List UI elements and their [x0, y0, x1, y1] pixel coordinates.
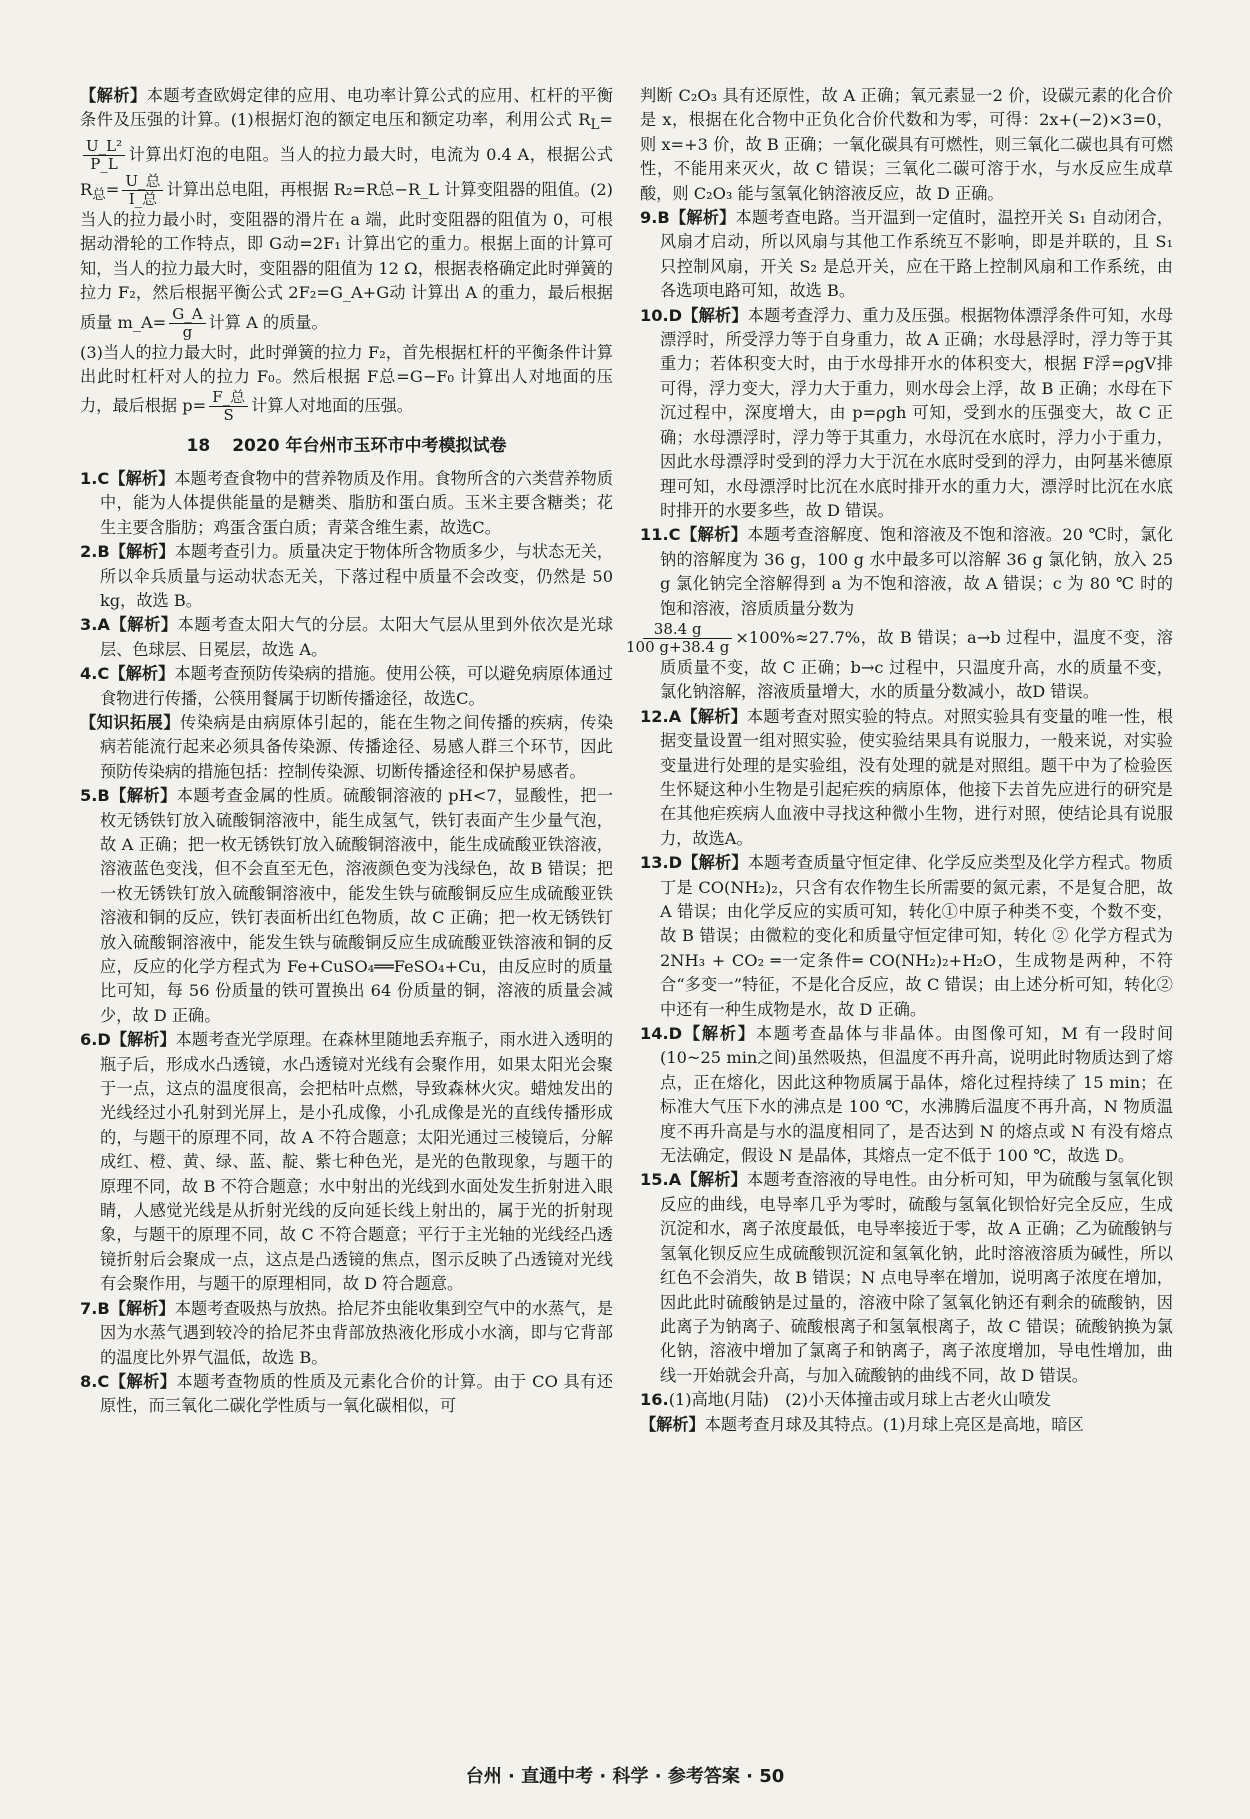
analysis-tag: 【解析】	[109, 786, 177, 806]
answer-item	[80, 467, 613, 540]
answer-item	[640, 851, 1173, 1022]
answer-item	[80, 662, 613, 711]
answer-number: 5.B	[80, 786, 110, 806]
answer-text: 本题考查质量守恒定律、化学反应类型及化学方程式。物质丁是 CO(NH₂)₂，只含有农作物生长所需要的氮元素，不是复合肥，故 A 错误；由化学反应的实质可知，转化①中原子种类不变，个数不变，故 B 错误；由微粒的变化和质量守恒定律可知，转化 ② 化学方程式为 2NH₃ + CO₂ ═一定条件═ CO(NH₂)₂+H₂O，生成物是两种，不符合“多变一”特征，不是化合反应，故 C 错误；由上述分析可知，转化②中还有一种生成物是水，故 D 正确。	[660, 853, 1173, 1019]
answer-item	[640, 206, 1173, 304]
answer-item	[640, 1168, 1173, 1388]
answer-item	[80, 613, 613, 662]
answer-number: 15.A	[640, 1170, 682, 1190]
answer-text: 本题考查金属的性质。硫酸铜溶液的 pH<7，显酸性，把一枚无锈铁钉放入硫酸铜溶液中，能生成氢气，铁钉表面产生少量气泡，故 A 正确；把一枚无锈铁钉放入硫酸铜溶液中，能生成硫酸亚铁溶液，溶液蓝色变浅，但不会直至无色，溶液颜色变为浅绿色，故 B 错误；把一枚无锈铁钉放入硫酸铜溶液中，能发生铁与硫酸铜反应生成硫酸亚铁溶液和铜的反应，铁钉表面析出红色物质，故 C 正确；把一枚无锈铁钉放入硫酸铜溶液中，能发生铁与硫酸铜反应生成硫酸亚铁溶液和铜的反应，反应的化学方程式为 Fe+CuSO₄══FeSO₄+Cu，由反应时的质量比可知，每 56 份质量的铁可置换出 64 份质量的铜，溶液的质量会减少，故 D 正确。	[100, 786, 613, 1025]
left-column	[80, 84, 613, 1419]
answer-number: 9.B	[640, 208, 670, 228]
answer-item	[640, 304, 1173, 524]
answer-number: 10.D	[640, 305, 683, 325]
analysis-tag: 【解析】	[682, 305, 748, 325]
intro-text-1: 本题考查欧姆定律的应用、电功率计算公式的应用、杠杆的平衡条件及压强的计算。(1)根据灯泡的额定电压和额定功率，利用公式 R	[80, 86, 613, 130]
answer-text: 本题考查光学原理。在森林里随地丢弃瓶子，雨水进入透明的瓶子后，形成水凸透镜，水凸透镜对光线有会聚作用，如果太阳光会聚于一点，这点的温度很高，会把枯叶点燃，导致森林火灾。蜡烛发出的光线经过小孔射到光屏上，是小孔成像，小孔成像是光的直线传播形成的，与题干的原理不同，故 A 不符合题意；太阳光通过三棱镜后，分解成红、橙、黄、绿、蓝、靛、紫七种色光，是光的色散现象，与题干的原理不同，故 B 不符合题意；水中射出的光线到水面处发生折射进入眼睛，人感觉光线是从折射光线的反向延长线上射出的，属于光的折射现象，与题干的原理不同，故 C 不符合题意；平行于主光轴的光线经凸透镜折射后会聚成一点，这点是凸透镜的焦点，图示反映了凸透镜对光线有会聚作用，与题干的原理相同，故 D 符合题意。	[100, 1030, 614, 1294]
answer-number: 13.D	[640, 853, 683, 873]
answer-text: 本题考查电路。当开温到一定值时，温控开关 S₁ 自动闭合，风扇才启动，所以风扇与其他工作系统互不影响，即是并联的，且 S₁ 只控制风扇，开关 S₂ 是总开关，应在干路上控制风扇和工作系统，由各选项电路可知，故选 B。	[660, 208, 1174, 301]
answer-text: 本题考查食物中的营养物质及作用。食物所含的六类营养物质中，能为人体提供能量的是糖类、脂肪和蛋白质。玉米主要含糖类；花生主要含脂肪；鸡蛋含蛋白质；青菜含维生素，故选C。	[100, 468, 614, 537]
analysis-tag: 【解析】	[109, 468, 175, 488]
answer-text: 本题考查物质的性质及元素化合价的计算。由于 CO 具有还原性，而三氧化二碳化学性质与一氧化碳相似，可	[100, 1371, 613, 1416]
answer-item	[80, 711, 613, 784]
answer-number: 11.C	[640, 525, 681, 545]
intro-paragraph	[80, 84, 613, 341]
intro-eq-1: =	[599, 110, 613, 130]
analysis-tag: 【解析】	[109, 1298, 175, 1318]
right-column	[626, 84, 1174, 1437]
section-title-text: 2020 年台州市玉环市中考模拟试卷	[232, 436, 507, 457]
intro-paragraph-3	[80, 341, 613, 425]
answer-number: 14.D	[640, 1024, 683, 1044]
fraction: $\frac{38.4 g}{100 g+38.4 g}$	[643, 621, 732, 656]
intro-text-2: 计算出灯泡的电阻。当人的拉力最大时，电流为 0.4 A，根据公式 R	[80, 145, 613, 200]
answer-text: 本题考查月球及其特点。(1)月球上亮区是高地，暗区	[704, 1414, 1084, 1434]
analysis-tag: 【解析】	[109, 542, 175, 562]
answer-text: 本题考查浮力、重力及压强。根据物体漂浮条件可知，水母漂浮时，所受浮力等于自身重力，故 A 正确；水母悬浮时，浮力等于其重力；若体积变大时，由于水母排开水的体积变大，根据 F浮=ρgV排 可得，浮力变大，浮力大于重力，则水母会上浮，故 B 正确；水母在下沉过程中，深度增大，由 p=ρgh 可知，受到水的压强变大，故 C 正确；水母漂浮时，浮力等于其重力，水母沉在水底时，浮力小于重力，因此水母漂浮时受到的浮力大于沉在水底时受到的浮力，由阿基米德原理可知，水母漂浮时比沉在水底时排开水的重力大，漂浮时比沉在水底时排开的水要多些，故 D 错误。	[660, 305, 1173, 520]
fraction-ul-pl: $\frac{\text{U\_L²}}{P\_L}$	[83, 138, 125, 173]
answer-item	[80, 1370, 613, 1419]
answer-text: 本题考查吸热与放热。拾尼芥虫能收集到空气中的水蒸气，是因为水蒸气遇到较冷的拾尼芥虫背部放热液化形成小水滴，即与它背部的温度比外界气温低，故选 B。	[100, 1298, 614, 1367]
section-number: 18	[186, 436, 211, 457]
analysis-tag: 【解析】	[110, 1030, 176, 1050]
fraction-u-i: $\frac{\text{U\_总}}{\text{I\_总}}$	[122, 173, 163, 208]
answer-number: 1.C	[80, 468, 110, 488]
answer-text: 本题考查引力。质量决定于物体所含物质多少，与状态无关，所以伞兵质量与运动状态无关，下落过程中质量不会改变，仍然是 50 kg，故选 B。	[100, 542, 614, 610]
answer-text: 本题考查预防传染病的措施。使用公筷，可以避免病原体通过食物进行传播，公筷用餐属于切断传播途径，故选C。	[100, 664, 614, 708]
analysis-tag: 【解析】	[680, 525, 748, 545]
answer-text: 本题考查溶解度、饱和溶液及不饱和溶液。20 ℃时，氯化钠的溶解度为 36 g，100 g 水中最多可以溶解 36 g 氯化钠，放入 25 g 氯化钠完全溶解得到 a 为不饱和溶液，故 A 错误；c 为 80 ℃ 时的饱和溶液，溶质质量分数为	[660, 525, 1174, 618]
answer-item	[80, 784, 613, 1028]
answer-item	[640, 705, 1173, 851]
analysis-tag: 【解析】	[669, 208, 736, 228]
analysis-tag: 【解析】	[682, 1024, 756, 1044]
answer-text: (1)高地(月陆) (2)小天体撞击或月球上古老火山喷发	[668, 1390, 1051, 1410]
analysis-tag: 【解析】	[109, 664, 175, 684]
answer-number: 8.C	[80, 1371, 110, 1391]
answer-item	[640, 523, 1173, 621]
fraction-f-s: $\frac{\text{F\_总}}{S}$	[209, 389, 248, 424]
intro-text-3: 计算出总电阻，再根据 R₂=R总−R_L 计算变阻器的阻值。(2)当人的拉力最小时，变阻器的滑片在 a 端，此时变阻器的阻值为 0，可根据动滑轮的工作特点，即 G动=2F₁ 计算出它的重力。根据上面的计算可知，当人的拉力最大时，变阻器的阻值为 12 Ω，根据表格确定此时弹簧的拉力 F₂，然后根据平衡公式 2F₂=G_A+G动 计算出 A 的重力，最后根据质量 m_A=	[80, 180, 613, 332]
fraction-ga-g: $\frac{G\_A}{g}$	[169, 306, 205, 341]
answer-item	[80, 1028, 613, 1296]
answer-item	[640, 1022, 1173, 1168]
answer-text: 本题考查太阳大气的分层。太阳大气层从里到外依次是光球层、色球层、日冕层，故选 A。	[100, 615, 614, 659]
intro-text-6: 计算人对地面的压强。	[251, 396, 413, 416]
answer-text: 本题考查对照实验的特点。对照实验具有变量的唯一性，根据变量设置一组对照实验，使实验结果具有说服力，一般来说，对实验变量进行处理的是实验组，没有处理的就是对照组。题干中为了检验医生怀疑这种小生物是引起疟疾的病原体，他接下去首先应进行的研究是在其他疟疾病人血液中寻找这种微小生物，进行对照，使结论具有说服力，故选A。	[660, 706, 1174, 848]
analysis-tag: 【解析】	[681, 1170, 747, 1190]
answer-item	[640, 1413, 1173, 1437]
analysis-tag: 【解析】	[109, 615, 178, 635]
intro-sub-1: L	[590, 117, 600, 134]
analysis-tag: 【解析】	[80, 86, 147, 105]
answer-item	[80, 540, 613, 613]
answer-number: 16.	[640, 1390, 669, 1410]
intro-text-4: 计算 A 的质量。	[208, 312, 328, 332]
left-answer-list	[80, 467, 613, 1419]
answer-text: 本题考查晶体与非晶体。由图像可知，M 有一段时间(10~25 min之间)虽然吸热，但温度不再升高，说明此时物质达到了熔点，正在熔化，因此这种物质属于晶体，熔化过程持续了 15 min；在标准大气压下水的沸点是 100 ℃，水沸腾后温度不再升高，N 物质温度不再升高是与水的温度相同了，是否达到 N 的熔点或 N 有没有熔点无法确定，假设 N 是晶体，其熔点一定不低于 100 ℃，故选 D。	[660, 1024, 1174, 1166]
page-footer: 台州 · 直通中考 · 科学 · 参考答案 · 50	[465, 1766, 785, 1787]
analysis-tag: 【解析】	[681, 706, 747, 726]
intro-eq-2: =	[105, 180, 120, 200]
intro-text-5: (3)当人的拉力最大时，此时弹簧的拉力 F₂，首先根据杠杆的平衡条件计算出此时杠杆对人的拉力 F₀。然后根据 F总=G−F₀ 计算出人对地面的压力，最后根据 p=	[80, 342, 613, 416]
answer-number: 3.A	[80, 615, 110, 635]
answer-number: 2.B	[80, 542, 110, 562]
answer-text: 本题考查溶液的导电性。由分析可知，甲为硫酸与氢氧化钡反应的曲线，电导率几乎为零时，硫酸与氢氧化钡恰好完全反应，生成沉淀和水，离子浓度最低，电导率接近于零，故 A 正确；乙为硫酸钠与氢氧化钡反应生成硫酸钡沉淀和氢氧化钠，此时溶液溶质为碱性，所以红色不会消失，故 B 错误；N 点电导率在增加，说明离子浓度在增加，因此此时硫酸钠是过量的，溶液中除了氢氧化钠还有剩余的硫酸钠，因此离子为钠离子、硫酸根离子和氢氧根离子，故 C 错误；硫酸钠换为氯化钠，溶液中增加了氯离子和钠离子，离子浓度增加，导电性增加，曲线一开始就会升高，与加入硫酸钠的曲线不同，故 D 错误。	[660, 1170, 1174, 1385]
answer-number: 6.D	[80, 1030, 111, 1050]
analysis-tag: 【解析】	[682, 853, 748, 873]
answer-item	[80, 1297, 613, 1370]
section-title	[80, 434, 613, 458]
analysis-tag: 【解析】	[109, 1371, 177, 1391]
continued-paragraph: 判断 C₂O₃ 具有还原性，故 A 正确；氧元素显一2 价，设碳元素的化合价是 x，根据在化合物中正负化合价代数和为零，可得：2x+(−2)×3=0，则 x=+3 价，故 B 正确；一氧化碳具有可燃性，则三氧化二碳也具有可燃性，不能用来灭火，故 C 错误；三氧化二碳可溶于水，与水反应生成草酸，则 C₂O₃ 能与氢氧化钠溶液反应，故 D 正确。	[640, 86, 1173, 203]
analysis-tag: 【知识拓展】	[80, 712, 181, 732]
answer-text: ×100%≈27.7%，故 B 错误；a→b 过程中，温度不变，溶质质量不变，故 C 正确；b→c 过程中，只温度升高，水的质量不变，氯化钠溶解，溶液质量增大，水的质量分数减小，故D 错误。	[660, 627, 1173, 702]
answer-number: 7.B	[80, 1298, 110, 1318]
answer-number: 4.C	[80, 664, 110, 684]
answer-text: 传染病是由病原体引起的，能在生物之间传播的疾病，传染病若能流行起来必须具备传染源、传播途径、易感人群三个环节，因此预防传染病的措施包括：控制传染源、切断传播途径和保护易感者。	[100, 712, 614, 781]
answer-item	[640, 1388, 1173, 1412]
analysis-tag: 【解析】	[640, 1414, 705, 1434]
answer-item	[626, 619, 1173, 705]
answer-number: 12.A	[640, 706, 682, 726]
intro-sub-2: 总	[92, 187, 106, 204]
right-answer-list	[626, 206, 1174, 1437]
